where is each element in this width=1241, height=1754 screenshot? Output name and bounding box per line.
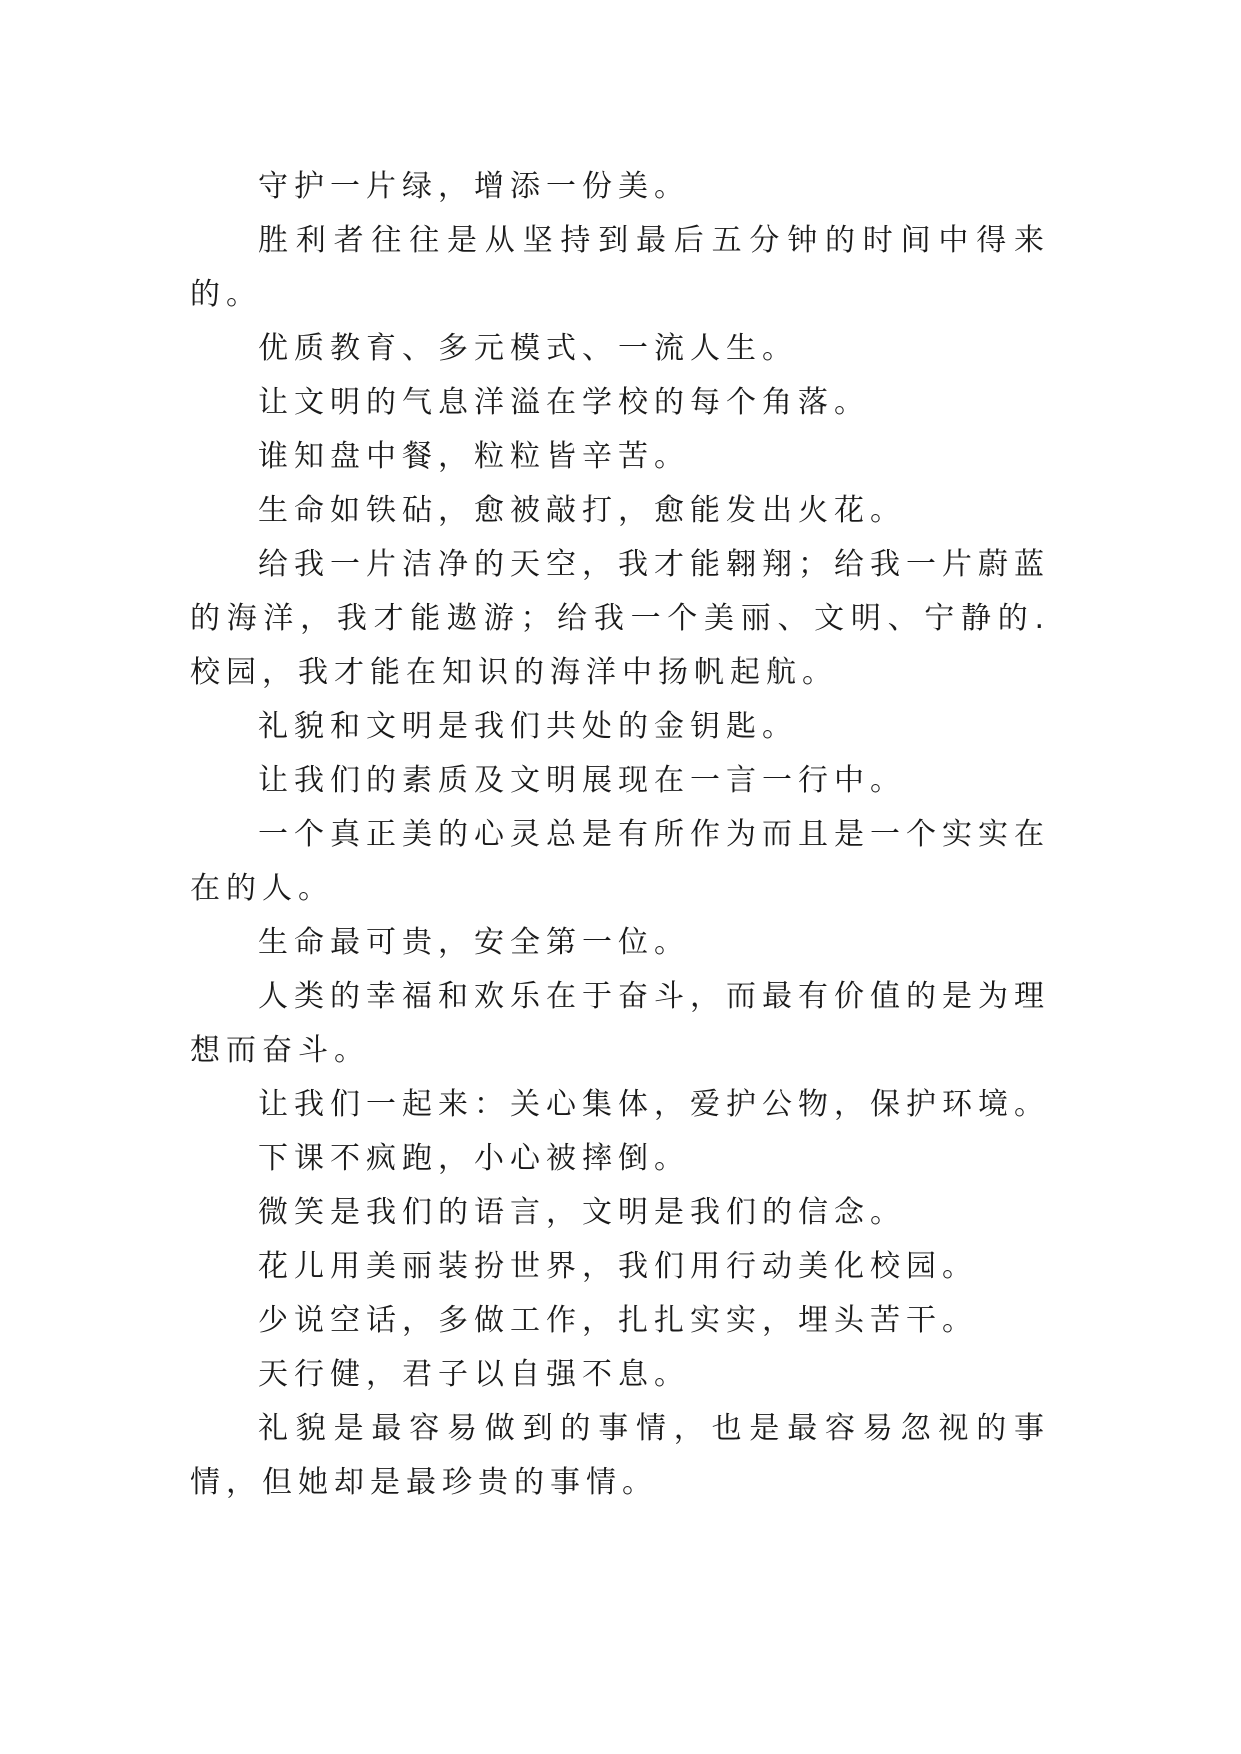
paragraph: 礼貌和文明是我们共处的金钥匙。 [258, 709, 798, 744]
paragraph: 下课不疯跑，小心被摔倒。 [258, 1141, 690, 1176]
document-body [190, 160, 1050, 1510]
paragraph: 优质教育、多元模式、一流人生。 [258, 331, 798, 366]
paragraph: 礼貌是最容易做到的事情，也是最容易忽视的事情，但她却是最珍贵的事情。 [190, 1411, 1050, 1500]
paragraph: 生命如铁砧，愈被敲打，愈能发出火花。 [258, 493, 906, 528]
paragraph: 让我们的素质及文明展现在一言一行中。 [258, 763, 906, 798]
paragraph: 生命最可贵，安全第一位。 [258, 925, 690, 960]
paragraph: 少说空话，多做工作，扎扎实实，埋头苦干。 [258, 1303, 978, 1338]
paragraph: 胜利者往往是从坚持到最后五分钟的时间中得来的。 [190, 223, 1050, 312]
paragraph: 谁知盘中餐，粒粒皆辛苦。 [258, 439, 690, 474]
paragraph: 天行健，君子以自强不息。 [258, 1357, 690, 1392]
paragraph: 花儿用美丽装扮世界，我们用行动美化校园。 [258, 1249, 978, 1284]
paragraph: 守护一片绿，增添一份美。 [258, 169, 690, 204]
paragraph: 让我们一起来：关心集体，爱护公物，保护环境。 [258, 1087, 1050, 1122]
paragraph: 让文明的气息洋溢在学校的每个角落。 [258, 385, 870, 420]
paragraph: 微笑是我们的语言，文明是我们的信念。 [258, 1195, 906, 1230]
paragraph: 给我一片洁净的天空，我才能翱翔；给我一片蔚蓝的海洋，我才能遨游；给我一个美丽、文明、宁静的.校园，我才能在知识的海洋中扬帆起航。 [190, 547, 1050, 690]
paragraph: 一个真正美的心灵总是有所作为而且是一个实实在在的人。 [190, 817, 1050, 906]
paragraph: 人类的幸福和欢乐在于奋斗，而最有价值的是为理想而奋斗。 [190, 979, 1050, 1068]
